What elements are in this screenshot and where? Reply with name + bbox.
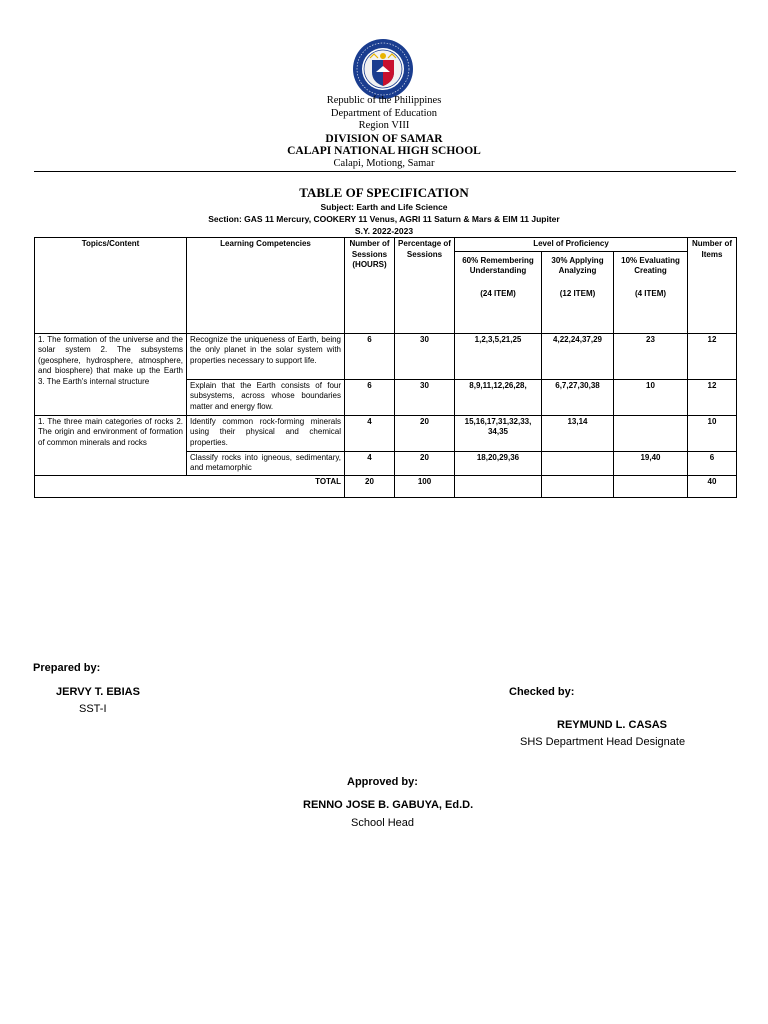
deped-seal-logo: [352, 38, 414, 100]
sessions-cell: 4: [345, 451, 395, 475]
competency-cell: Identify common rock-forming minerals using their physical and chemical properties.: [187, 415, 345, 451]
total-sessions: 20: [345, 475, 395, 497]
total-level2: [542, 475, 614, 497]
header-items: Number of Items: [688, 238, 737, 334]
header-division: DIVISION OF SAMAR: [325, 132, 443, 145]
level2-cell: 13,14: [542, 415, 614, 451]
subject-line: Subject: Earth and Life Science: [320, 202, 448, 212]
level3-cell: [614, 415, 688, 451]
competency-cell: Explain that the Earth consists of four subsystems, across whose boundaries matter and energy flow.: [187, 379, 345, 415]
level2-cell: 4,22,24,37,29: [542, 333, 614, 379]
checked-by-title: SHS Department Head Designate: [520, 736, 686, 748]
total-label: TOTAL: [35, 475, 345, 497]
level1-cell: 8,9,11,12,26,28,: [455, 379, 542, 415]
competency-cell: Classify rocks into igneous, sedimentary, and metamorphic: [187, 451, 345, 475]
level2-cell: 6,7,27,30,38: [542, 379, 614, 415]
percentage-cell: 20: [395, 415, 455, 451]
level3-items: (4 ITEM): [634, 288, 667, 298]
level2-label: 30% Applying Analyzing: [551, 255, 604, 275]
items-cell: 6: [688, 451, 737, 475]
approved-by-title: School Head: [351, 817, 414, 829]
total-level1: [455, 475, 542, 497]
total-items: 40: [688, 475, 737, 497]
items-cell: 12: [688, 379, 737, 415]
table-row: [35, 415, 737, 451]
header-percentage: Percentage of Sessions: [395, 238, 455, 334]
percentage-cell: 30: [395, 333, 455, 379]
document-title: TABLE OF SPECIFICATION: [299, 185, 469, 200]
sessions-cell: 4: [345, 415, 395, 451]
header-region: Region VIII: [358, 120, 410, 131]
checked-by-name: REYMUND L. CASAS: [557, 719, 668, 731]
items-cell: 10: [688, 415, 737, 451]
level2-items: (12 ITEM): [559, 288, 596, 298]
level1-items: (24 ITEM): [480, 288, 516, 298]
level2-cell: [542, 451, 614, 475]
header-sessions: Number of Sessions (HOURS): [345, 238, 395, 334]
header-department: Department of Education: [330, 107, 438, 119]
level3-cell: 23: [614, 333, 688, 379]
approved-by-label: Approved by:: [347, 776, 418, 788]
header-school: CALAPI NATIONAL HIGH SCHOOL: [287, 145, 481, 157]
total-row: [35, 475, 737, 497]
topics-cell: 1. The formation of the universe and the solar system 2. The subsystems (geosphere, hydrosphere, atmosphere, and biosphere) that make up the Earth 3. The Earth's internal structure: [35, 333, 187, 415]
school-header: [0, 95, 768, 170]
header-level1: [455, 251, 542, 333]
level1-label: 60% Remembering Understanding: [462, 255, 534, 275]
sessions-cell: 6: [345, 379, 395, 415]
header-competencies: Learning Competencies: [187, 238, 345, 334]
school-year-line: S.Y. 2022-2023: [354, 226, 414, 236]
header-topics: Topics/Content: [35, 238, 187, 334]
level3-label: 10% Evaluating Creating: [621, 255, 680, 275]
topics-cell: 1. The three main categories of rocks 2. The origin and environment of formation of common minerals and rocks: [35, 415, 187, 475]
items-cell: 12: [688, 333, 737, 379]
percentage-cell: 20: [395, 451, 455, 475]
header-level3: [614, 251, 688, 333]
level1-cell: 15,16,17,31,32,33, 34,35: [455, 415, 542, 451]
percentage-cell: 30: [395, 379, 455, 415]
section-line: Section: GAS 11 Mercury, COOKERY 11 Venus, AGRI 11 Saturn & Mars & EIM 11 Jupiter: [208, 214, 560, 224]
total-level3: [614, 475, 688, 497]
header-proficiency: Level of Proficiency: [455, 238, 688, 252]
prepared-by-title: SST-I: [79, 703, 107, 715]
table-row: [35, 333, 737, 379]
level1-cell: 1,2,3,5,21,25: [455, 333, 542, 379]
total-percentage: 100: [395, 475, 455, 497]
specification-table: [34, 237, 737, 498]
level1-cell: 18,20,29,36: [455, 451, 542, 475]
competency-cell: Recognize the uniqueness of Earth, being the only planet in the solar system with properties necessary to support life.: [187, 333, 345, 379]
header-republic: Republic of the Philippines: [326, 95, 442, 106]
sessions-cell: 6: [345, 333, 395, 379]
level3-cell: 10: [614, 379, 688, 415]
header-address: Calapi, Motiong, Samar: [333, 157, 435, 169]
approved-by-name: RENNO JOSE B. GABUYA, Ed.D.: [303, 799, 474, 811]
header-level2: [542, 251, 614, 333]
header-divider: [34, 171, 736, 172]
prepared-by-label: Prepared by:: [33, 662, 101, 674]
prepared-by-name: JERVY T. EBIAS: [56, 686, 140, 698]
level3-cell: 19,40: [614, 451, 688, 475]
checked-by-label: Checked by:: [509, 686, 575, 698]
